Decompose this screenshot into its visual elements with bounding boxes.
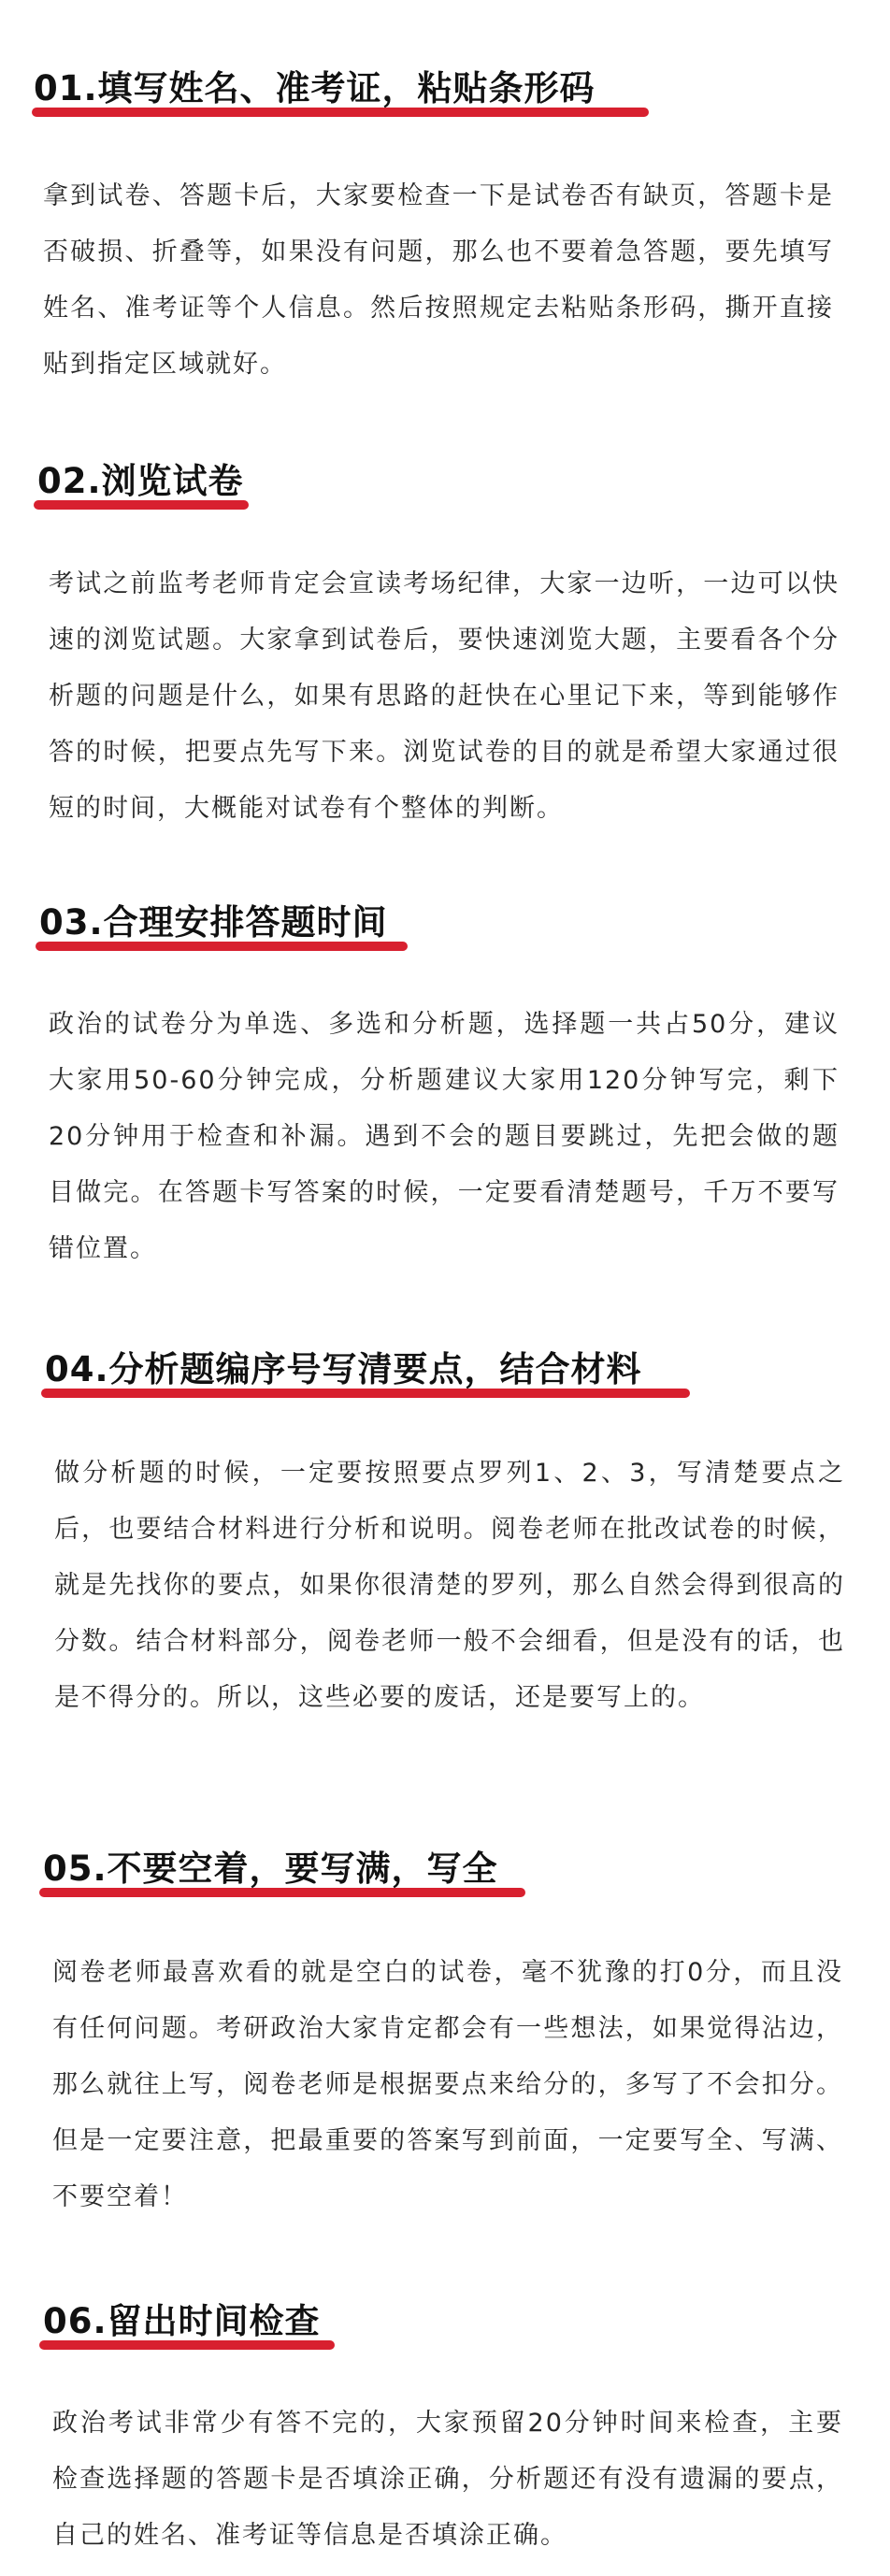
section-title: 03.合理安排答题时间 bbox=[39, 902, 388, 943]
section-heading bbox=[34, 65, 596, 133]
section-title: 05.不要空着，要写满，写全 bbox=[43, 1849, 498, 1889]
section-body: 政治考试非常少有答不完的，大家预留20分钟时间来检查，主要检查选择题的答题卡是否填涂正确，分析题还有没有遗漏的要点，自己的姓名、准考证等信息是否填涂正确。 bbox=[52, 2409, 843, 2550]
section-body: 阅卷老师最喜欢看的就是空白的试卷，毫不犹豫的打0分，而且没有任何问题。考研政治大家肯定都会有一些想法，如果觉得沾边，那么就往上写，阅卷老师是根据要点来给分的，多写了不会扣分。但是一定要注意，把最重要的答案写到前面，一定要写全、写满、不要空着！ bbox=[52, 1958, 843, 2211]
section-body: 做分析题的时候，一定要按照要点罗列1、2、3，写清楚要点之后，也要结合材料进行分析和说明。阅卷老师在批改试卷的时候，就是先找你的要点，如果你很清楚的罗列，那么自然会得到很高的分数。结合材料部分，阅卷老师一般不会细看，但是没有的话，也是不得分的。所以，这些必要的废话，还是要写上的。 bbox=[54, 1459, 845, 1712]
section-heading bbox=[37, 458, 244, 525]
section-title: 01.填写姓名、准考证，粘贴条形码 bbox=[34, 68, 596, 108]
section-body: 考试之前监考老师肯定会宣读考场纪律，大家一边听，一边可以快速的浏览试题。大家拿到试卷后，要快速浏览大题，主要看各个分析题的问题是什么，如果有思路的赶快在心里记下来，等到能够作答的时候，把要点先写下来。浏览试卷的目的就是希望大家通过很短的时间，大概能对试卷有个整体的判断。 bbox=[49, 569, 840, 823]
section-heading bbox=[45, 1346, 642, 1414]
section-title: 04.分析题编序号写清要点，结合材料 bbox=[45, 1349, 642, 1389]
section-heading bbox=[39, 899, 388, 967]
section-body: 拿到试卷、答题卡后，大家要检查一下是试卷否有缺页，答题卡是否破损、折叠等，如果没有问题，那么也不要着急答题，要先填写姓名、准考证等个人信息。然后按照规定去粘贴条形码，撕开直接贴到指定区域就好。 bbox=[43, 181, 834, 379]
section-body: 政治的试卷分为单选、多选和分析题，选择题一共占50分，建议大家用50-60分钟完成，分析题建议大家用120分钟写完，剩下20分钟用于检查和补漏。遇到不会的题目要跳过，先把会做的题目做完。在答题卡写答案的时候，一定要看清楚题号，千万不要写错位置。 bbox=[49, 1010, 840, 1263]
section-heading bbox=[43, 1846, 498, 1913]
section-title: 02.浏览试卷 bbox=[37, 461, 244, 501]
section-title: 06.留出时间检查 bbox=[43, 2301, 321, 2341]
section-heading bbox=[43, 2298, 321, 2366]
